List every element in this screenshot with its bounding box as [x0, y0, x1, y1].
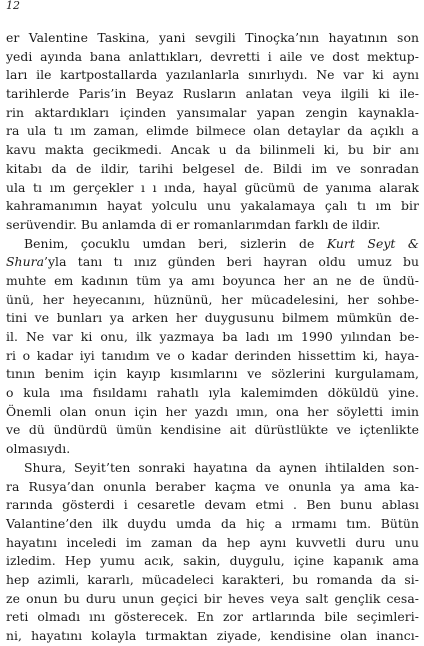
- text-line-with-title: [6, 235, 419, 254]
- text-line: il. Ne var ki onu, ilk yazmaya ba ladı ım 1990 yılından be-: [6, 329, 419, 344]
- book-title-italic: Kurt Seyt &: [326, 235, 419, 251]
- text-line: hayatını inceledi im zaman da hep aynı kuvvetli duru unu: [6, 534, 419, 550]
- text-line: ünü, her heyecanını, hüznünü, her mücadelesini, her sohbe-: [6, 291, 419, 307]
- text-segment: Benim, çocuklu umdan beri, sizlerin de: [24, 235, 327, 251]
- text-line: ları ile kartpostallarda yazılanlarla sınırlıydı. Ne var ki aynı: [6, 67, 419, 83]
- text-line: kahramanımın hayat yolculu unu yakalamaya çalı tı ım bir: [6, 198, 419, 214]
- text-line: rin aktardıkları içinden yansımalar yapan zengin kaynakla-: [6, 104, 419, 120]
- book-title-italic: Shura: [6, 254, 45, 270]
- text-line: serüvendir. Bu anlamda di er romanlarımdan farklı de ildir.: [6, 216, 381, 232]
- text-line: tarihlerde Paris’in Beyaz Rusların anlatan veya ilgili ki ile-: [6, 86, 419, 102]
- text-line: Önemli olan onun için her yazdı ımın, ona her söyletti imin: [6, 403, 419, 419]
- body-text: [6, 29, 419, 646]
- text-line: Valantine’den ilk duydu umda da hiç a ırmamı tım. Bütün: [6, 515, 419, 531]
- text-line: izledim. Hep yumu acık, sakin, duygulu, içine kapanık ama: [6, 553, 419, 569]
- text-line: ra Rusya’dan onunla beraber kaçma ve onunla ya ama ka-: [6, 478, 419, 494]
- page-number: 12: [6, 0, 20, 12]
- text-line: o kula ıma fısıldamı rahatlı ıyla kalemimden döküldü yine.: [6, 385, 419, 401]
- text-line: tının benim için kayıp kısımlarını ve sözlerini kurgulamam,: [6, 366, 419, 382]
- paragraph-2: [6, 235, 419, 459]
- text-line: ra ula tı ım zaman, elimde bilmece olan detaylar da açıklı a: [6, 123, 419, 139]
- text-line: ze onun bu duru unun geçici bir heves veya salt gençlik cesa-: [6, 590, 419, 606]
- text-line: tini ve bunları ya arken her duygusunu bilmem mümkün de-: [6, 310, 419, 326]
- text-line: rarında gösterdi i cesaretle devam etmi . Ben bunu ablası: [6, 497, 419, 513]
- text-line: muhte em kadının tüm ya amı boyunca her an ne de ündü-: [6, 272, 419, 288]
- text-line: kavu makta gecikmedi. Ancak u da bilinmeli ki, bu bir anı: [6, 142, 419, 158]
- text-line: er Valentine Taskina, yani sevgili Tinoçka’nın hayatının son: [6, 30, 419, 45]
- text-line: ula tı ım gerçekler ı ı ında, hayal gücümü de yanıma alarak: [6, 179, 419, 195]
- text-line: reti olmadı ını gösterecek. En zor artlarında bile seçimleri-: [6, 609, 419, 625]
- text-line: Shura, Seyit’ten sonraki hayatına da aynen ihtilalden son-: [24, 459, 419, 475]
- text-line: olmasıydı.: [6, 441, 71, 457]
- text-line: ri o kadar iyi tanıdım ve o kadar derinden hissettim ki, haya-: [6, 347, 419, 363]
- paragraph-1: [6, 29, 419, 235]
- text-line: hep azimli, kararlı, mücadeleci karakteri, bu romanda da si-: [6, 571, 419, 587]
- text-line: ve dü ündürdü ümün kendisine ait dürüstlükte ve içtenlikte: [6, 422, 419, 438]
- text-line: yedi ayında bana anlattıkları, devretti i aile ve dost mektup-: [6, 48, 419, 64]
- text-line-with-title: [6, 253, 419, 272]
- text-segment: ’yla tanı tı ınız günden beri hayran oldu umuz bu: [44, 254, 419, 270]
- text-line: kitabı da de ildir, tarihi belgesel de. Bildi im ve sonradan: [6, 160, 419, 176]
- paragraph-3: [6, 459, 419, 646]
- text-line: ni, hayatını kolayla tırmaktan ziyade, kendisine olan inancı-: [6, 628, 419, 643]
